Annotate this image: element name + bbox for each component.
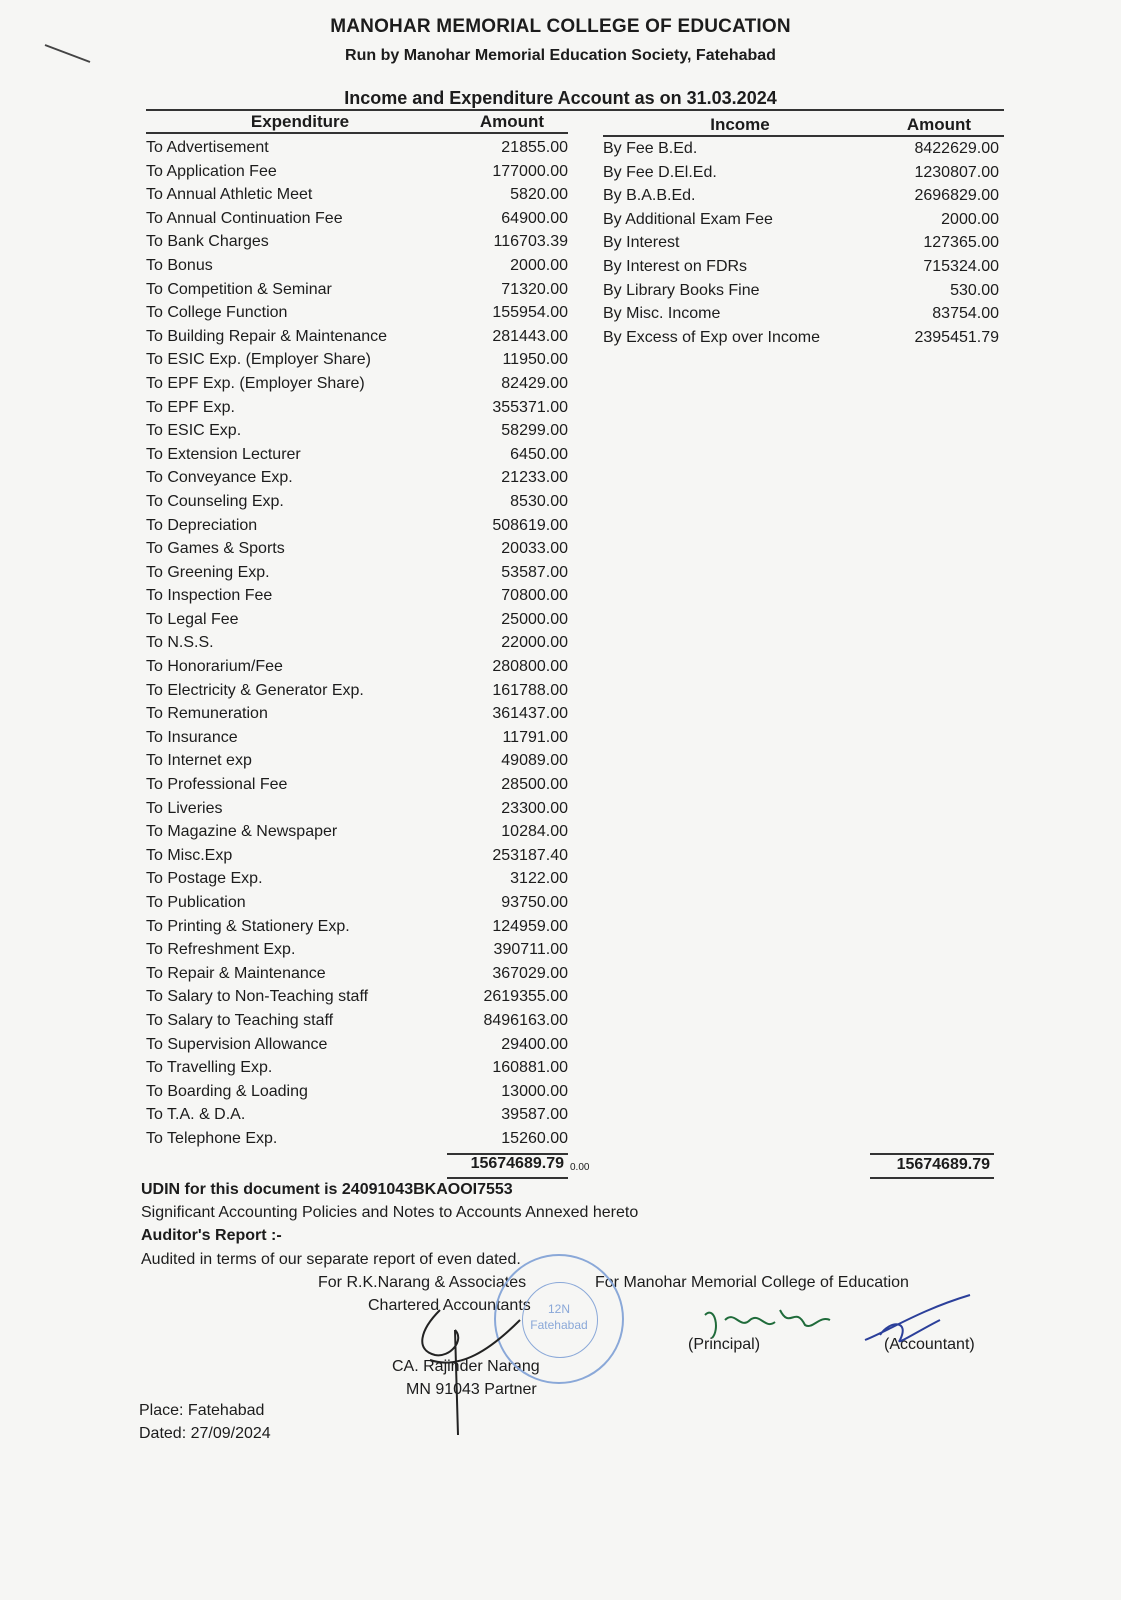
expenditure-amount: 2000.00	[510, 256, 568, 274]
income-amount-header: Amount	[906, 115, 972, 134]
income-amount: 530.00	[950, 281, 999, 299]
expenditure-label: To Greening Exp.	[146, 563, 270, 581]
income-amount: 8422629.00	[914, 140, 999, 157]
expenditure-row	[146, 962, 568, 986]
expenditure-row	[146, 443, 568, 467]
expenditure-row	[146, 655, 568, 679]
header-top-rule	[146, 109, 1004, 111]
college-signatory-heading: For Manohar Memorial College of Education	[595, 1274, 909, 1291]
expenditure-row	[146, 160, 568, 184]
income-column-header: Income	[710, 115, 770, 134]
expenditure-list	[146, 136, 568, 1151]
income-row	[603, 326, 999, 350]
expenditure-label: To Postage Exp.	[146, 870, 263, 888]
expenditure-amount: 124959.00	[492, 917, 568, 935]
income-label: By Fee D.El.Ed.	[603, 163, 717, 181]
expenditure-amount: 49089.00	[501, 752, 568, 770]
income-row	[603, 302, 999, 326]
partner-name: CA. Rajinder Narang	[392, 1358, 540, 1375]
expenditure-label: To Application Fee	[146, 162, 277, 180]
expenditure-label: To Depreciation	[146, 516, 258, 534]
expenditure-amount: 71320.00	[501, 280, 568, 298]
expenditure-label: To N.S.S.	[146, 634, 214, 652]
expenditure-row	[146, 278, 568, 302]
expenditure-label: To Magazine & Newspaper	[146, 823, 338, 841]
expenditure-row	[146, 372, 568, 396]
expenditure-label: To Salary to Teaching staff	[146, 1011, 334, 1029]
expenditure-amount: 29400.00	[501, 1035, 568, 1053]
principal-signature	[700, 1300, 840, 1345]
expenditure-amount: 25000.00	[501, 610, 568, 628]
expenditure-amount: 82429.00	[501, 374, 568, 392]
expenditure-amount: 21855.00	[501, 139, 568, 156]
expenditure-amount: 155954.00	[492, 304, 568, 322]
difference-value: 0.00	[570, 1162, 590, 1173]
expenditure-row	[146, 891, 568, 915]
expenditure-amount: 361437.00	[492, 705, 568, 723]
auditor-signature	[410, 1300, 530, 1440]
expenditure-amount: 70800.00	[501, 587, 568, 605]
expenditure-amount: 53587.00	[501, 563, 568, 581]
expenditure-label: To Conveyance Exp.	[146, 469, 293, 487]
expenditure-amount: 10284.00	[501, 823, 568, 841]
income-total: 15674689.79	[896, 1156, 990, 1173]
income-row	[603, 255, 999, 279]
expenditure-row	[146, 396, 568, 420]
firm-type: Chartered Accountants	[368, 1297, 531, 1314]
expenditure-label: To Supervision Allowance	[146, 1035, 328, 1053]
income-label: By Interest on FDRs	[603, 257, 748, 275]
expenditure-label: To Insurance	[146, 728, 238, 746]
expenditure-amount-header: Amount	[479, 112, 545, 131]
header-bottom-rule-left	[146, 132, 568, 134]
expenditure-amount: 8530.00	[510, 492, 568, 510]
auditor-seal-text: 12N	[547, 1302, 570, 1316]
expenditure-amount: 22000.00	[501, 634, 568, 652]
expenditure-row	[146, 797, 568, 821]
expenditure-row	[146, 1009, 568, 1033]
expenditure-amount: 93750.00	[501, 894, 568, 911]
expenditure-label: To Extension Lecturer	[146, 445, 301, 463]
expenditure-amount: 6450.00	[510, 445, 568, 463]
expenditure-row	[146, 419, 568, 443]
expenditure-amount: 20033.00	[501, 540, 568, 558]
expenditure-label: To Salary to Non-Teaching staff	[146, 988, 369, 1006]
expenditure-row	[146, 1056, 568, 1080]
expenditure-amount: 11950.00	[502, 351, 568, 369]
expenditure-label: To Liveries	[146, 799, 223, 817]
expenditure-row	[146, 584, 568, 608]
expenditure-amount: 58299.00	[501, 422, 568, 440]
expenditure-label: To EPF Exp.	[146, 398, 235, 416]
expenditure-label: To Misc.Exp	[146, 846, 233, 864]
income-amount: 1230807.00	[914, 163, 999, 181]
expenditure-amount: 177000.00	[492, 162, 568, 180]
income-list	[603, 137, 999, 349]
exp-total-bottom-rule	[447, 1177, 568, 1179]
income-label: By Library Books Fine	[603, 281, 760, 299]
income-amount: 715324.00	[923, 257, 999, 275]
expenditure-label: To EPF Exp. (Employer Share)	[146, 374, 365, 392]
expenditure-row	[146, 915, 568, 939]
expenditure-row	[146, 773, 568, 797]
expenditure-label: To Honorarium/Fee	[146, 658, 283, 676]
expenditure-amount: 2619355.00	[483, 988, 568, 1006]
expenditure-amount: 161788.00	[492, 681, 568, 699]
income-amount: 127365.00	[923, 234, 999, 252]
expenditure-row	[146, 183, 568, 207]
accountant-label: (Accountant)	[884, 1336, 975, 1353]
expenditure-column-header: Expenditure	[250, 112, 350, 131]
income-amount: 2000.00	[941, 210, 999, 228]
expenditure-amount: 23300.00	[501, 799, 568, 817]
expenditure-amount: 5820.00	[510, 186, 568, 204]
expenditure-label: To Building Repair & Maintenance	[146, 327, 388, 345]
income-label: By Fee B.Ed.	[603, 140, 698, 157]
dated-text: Dated: 27/09/2024	[139, 1425, 271, 1442]
income-label: By B.A.B.Ed.	[603, 187, 696, 205]
expenditure-amount: 280800.00	[492, 658, 568, 676]
statement-title: Income and Expenditure Account as on 31.03.2024	[344, 88, 777, 108]
expenditure-row	[146, 985, 568, 1009]
expenditure-label: To Travelling Exp.	[146, 1059, 273, 1077]
expenditure-row	[146, 561, 568, 585]
expenditure-label: To Annual Continuation Fee	[146, 209, 343, 227]
expenditure-row	[146, 254, 568, 278]
expenditure-label: To Refreshment Exp.	[146, 941, 296, 959]
expenditure-amount: 281443.00	[492, 327, 568, 345]
expenditure-row	[146, 938, 568, 962]
society-name: Run by Manohar Memorial Education Society, Fatehabad	[345, 47, 776, 64]
expenditure-amount: 3122.00	[510, 870, 568, 888]
accountant-signature	[860, 1290, 980, 1350]
corner-mark	[40, 40, 100, 70]
expenditure-label: To College Function	[146, 304, 288, 322]
expenditure-row	[146, 820, 568, 844]
expenditure-row	[146, 1080, 568, 1104]
expenditure-label: To Remuneration	[146, 705, 268, 723]
udin-text: UDIN for this document is 24091043BKAOOI7553	[141, 1181, 513, 1198]
expenditure-label: To Electricity & Generator Exp.	[146, 681, 364, 699]
expenditure-row	[146, 867, 568, 891]
expenditure-row	[146, 631, 568, 655]
expenditure-row	[146, 207, 568, 231]
expenditure-label: To Games & Sports	[146, 540, 285, 558]
expenditure-amount: 28500.00	[501, 776, 568, 794]
expenditure-amount: 116703.39	[493, 233, 568, 251]
income-amount: 2395451.79	[914, 328, 999, 346]
expenditure-label: To Counseling Exp.	[146, 492, 284, 510]
inc-total-top-rule	[870, 1153, 994, 1155]
expenditure-label: To Annual Athletic Meet	[146, 186, 313, 204]
expenditure-label: To Bonus	[146, 256, 213, 274]
expenditure-label: To Professional Fee	[146, 776, 288, 794]
expenditure-row	[146, 608, 568, 632]
expenditure-row	[146, 702, 568, 726]
auditor-report-heading: Auditor's Report :-	[141, 1227, 282, 1244]
expenditure-amount: 39587.00	[501, 1106, 568, 1124]
expenditure-row	[146, 301, 568, 325]
income-amount: 2696829.00	[914, 187, 999, 205]
expenditure-row	[146, 679, 568, 703]
expenditure-label: To T.A. & D.A.	[146, 1106, 246, 1124]
college-name: MANOHAR MEMORIAL COLLEGE OF EDUCATION	[330, 16, 791, 37]
expenditure-label: To Printing & Stationery Exp.	[146, 917, 350, 935]
expenditure-row	[146, 1103, 568, 1127]
place-text: Place: Fatehabad	[139, 1402, 265, 1419]
expenditure-label: To Bank Charges	[146, 233, 269, 251]
expenditure-label: To Inspection Fee	[146, 587, 273, 605]
expenditure-row	[146, 844, 568, 868]
expenditure-label: To ESIC Exp.	[146, 422, 242, 440]
expenditure-amount: 367029.00	[492, 964, 568, 982]
expenditure-amount: 15260.00	[501, 1129, 568, 1147]
expenditure-amount: 390711.00	[493, 941, 568, 959]
accounting-notes: Significant Accounting Policies and Notes to Accounts Annexed hereto	[141, 1204, 639, 1221]
expenditure-row	[146, 749, 568, 773]
income-amount: 83754.00	[932, 305, 999, 323]
expenditure-amount: 8496163.00	[483, 1011, 568, 1029]
expenditure-label: To Boarding & Loading	[146, 1082, 308, 1100]
expenditure-label: To Telephone Exp.	[146, 1129, 278, 1147]
income-label: By Misc. Income	[603, 305, 721, 323]
expenditure-label: To Repair & Maintenance	[146, 964, 326, 982]
auditor-seal-city: Fatehabad	[530, 1318, 588, 1332]
expenditure-amount: 160881.00	[492, 1059, 568, 1077]
expenditure-amount: 355371.00	[492, 398, 568, 416]
expenditure-amount: 253187.40	[492, 846, 568, 864]
expenditure-total: 15674689.79	[470, 1155, 564, 1172]
expenditure-row	[146, 466, 568, 490]
expenditure-amount: 64900.00	[501, 209, 568, 227]
expenditure-amount: 11791.00	[502, 728, 568, 746]
expenditure-label: To Advertisement	[146, 139, 269, 156]
expenditure-label: To Legal Fee	[146, 610, 239, 628]
expenditure-label: To Publication	[146, 894, 246, 911]
audited-text: Audited in terms of our separate report of even dated.	[141, 1251, 521, 1268]
inc-total-bottom-rule	[870, 1177, 994, 1179]
income-label: By Interest	[603, 234, 680, 252]
income-label: By Excess of Exp over Income	[603, 328, 820, 346]
expenditure-row	[146, 348, 568, 372]
expenditure-amount: 21233.00	[501, 469, 568, 487]
income-row	[603, 279, 999, 303]
expenditure-row	[146, 726, 568, 750]
expenditure-amount: 508619.00	[492, 516, 568, 534]
expenditure-label: To ESIC Exp. (Employer Share)	[146, 351, 371, 369]
expenditure-row	[146, 230, 568, 254]
expenditure-row	[146, 490, 568, 514]
expenditure-amount: 13000.00	[501, 1082, 568, 1100]
auditor-firm: For R.K.Narang & Associates	[318, 1274, 527, 1291]
income-row	[603, 184, 999, 208]
expenditure-row	[146, 325, 568, 349]
principal-label: (Principal)	[688, 1336, 761, 1353]
expenditure-row	[146, 136, 568, 160]
income-row	[603, 161, 999, 185]
expenditure-label: To Competition & Seminar	[146, 280, 332, 298]
income-row	[603, 208, 999, 232]
expenditure-row	[146, 537, 568, 561]
income-row	[603, 231, 999, 255]
expenditure-row	[146, 514, 568, 538]
income-row	[603, 137, 999, 161]
expenditure-row	[146, 1127, 568, 1151]
expenditure-label: To Internet exp	[146, 752, 252, 770]
income-label: By Additional Exam Fee	[603, 210, 773, 228]
partner-membership: MN 91043 Partner	[406, 1381, 537, 1398]
expenditure-row	[146, 1033, 568, 1057]
